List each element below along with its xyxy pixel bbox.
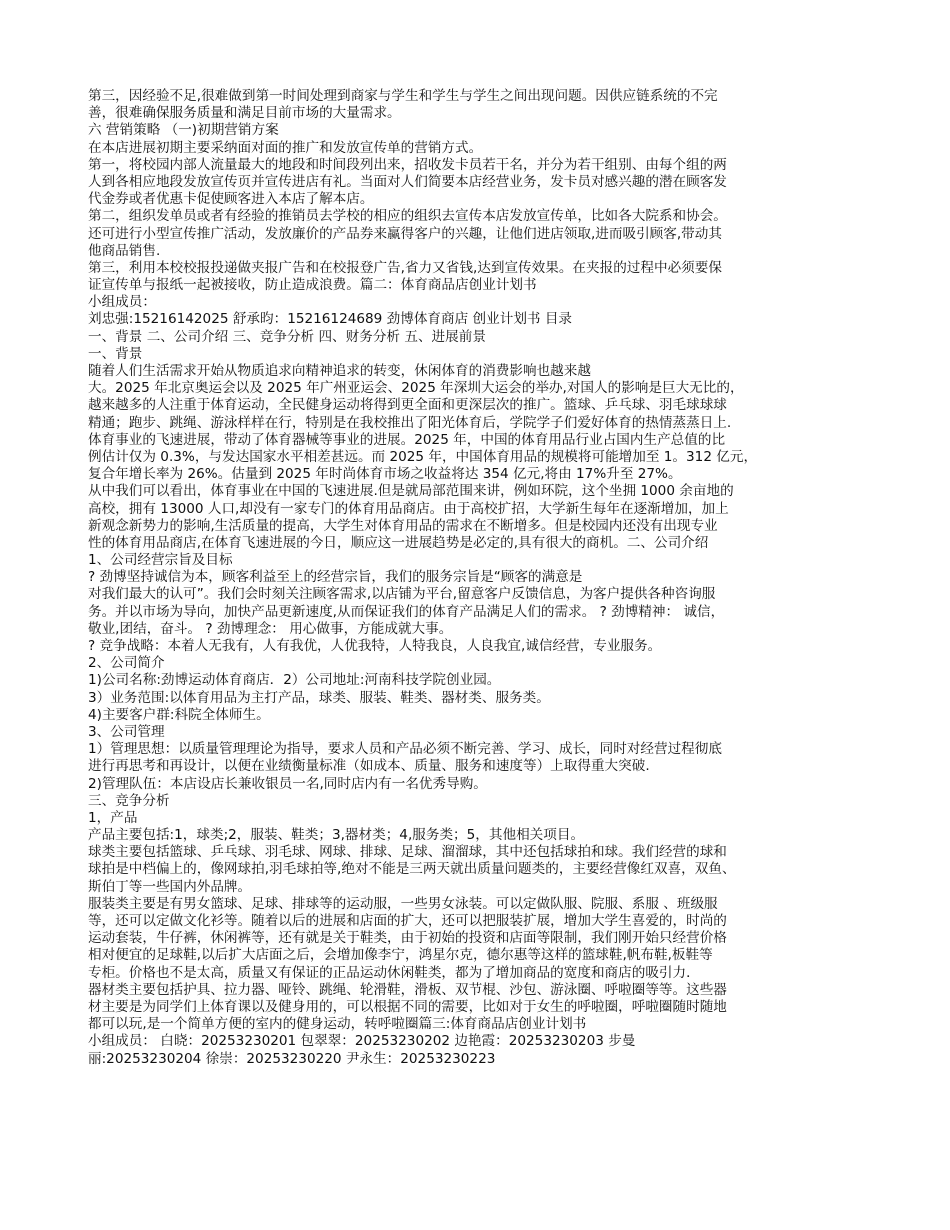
text-line: 3）业务范围:以体育用品为主打产品，球类、服装、鞋类、器材类、服务类。: [88, 689, 550, 706]
text-line: 1，产品: [88, 809, 138, 826]
text-line: 越来越多的人注重于体育运动，全民健身运动将得到更全面和更深层次的推广。篮球、乒乓球、羽毛球球球: [88, 397, 727, 414]
text-line: 还可进行小型宣传推广活动，发放廉价的产品券来赢得客户的兴趣，让他们进店领取,进而吸引顾客,带动其: [88, 225, 722, 242]
text-line: 专柜。价格也不是太高，质量又有保证的正品运动休闲鞋类，都为了增加商品的宽度和商店的吸引力．: [88, 964, 700, 981]
text-line: 在本店进展初期主要采纳面对面的推广和发放宣传单的营销方式。: [88, 139, 483, 156]
section-heading: 2、公司简介: [88, 655, 165, 672]
text-line: 人到各相应地段发放宣传页并宣传进店有礼。当面对人们简要本店经营业务，发卡员对感兴趣的潜在顾客发: [88, 173, 727, 190]
text-line: 代金券或者优惠卡促使顾客进入本店了解本店。: [88, 191, 374, 208]
text-line: 性的体育用品商店,在体育飞速进展的今日，顺应这一进展趋势是必定的,具有很大的商机。二、公司介绍: [88, 534, 709, 551]
text-line: 敬业,团结，奋斗。 ? 劲博理念： 用心做事，方能成就大事。: [88, 620, 453, 637]
text-line: 第三，因经验不足,很难做到第一时间处理到商家与学生和学生与学生之间出现问题。因供应链系统的不完: [88, 88, 718, 104]
text-line: 1)公司名称:劲博运动体育商店．2）公司地址:河南科技学院创业园。: [88, 672, 501, 689]
text-line: 1）管理思想：以质量管理理论为指导，要求人员和产品必须不断完善、学习、成长，同时对经营过程彻底: [88, 741, 722, 758]
text-line: 器材类主要包括护具、拉力器、哑铃、跳绳、轮滑鞋，滑板、双节棍、沙包、游泳圈、呼啦圈等等。这些器: [88, 981, 727, 998]
text-line: 运动套装，牛仔裤，休闲裤等，还有就是关于鞋类，由于初始的投资和店面等限制，我们刚开始只经营价格: [88, 930, 727, 947]
text-line: 丽:20253230204 徐崇：20253230220 尹永生：20253230223: [88, 1050, 496, 1067]
section-heading: 六 营销策略 （一)初期营销方案: [88, 122, 279, 139]
text-line: 善，很难确保服务质量和满足目前市场的大量需求。: [88, 105, 401, 122]
text-line: 大。2025 年北京奥运会以及 2025 年广州亚运会、2025 年深圳大运会的举办,对国人的影响是巨大无比的，: [88, 380, 744, 397]
text-line: 球拍是中档偏上的，像网球拍,羽毛球拍等,绝对不能是三两天就出质量问题类的，主要经营像红双喜，双鱼、: [88, 861, 736, 878]
section-heading: 一、背景: [88, 345, 143, 362]
section-heading: 三、竞争分析: [88, 792, 170, 809]
text-line: 复合年增长率为 26%。估量到 2025 年时尚体育市场之收益将达 354 亿元,将由 17%升至 27%。: [88, 466, 682, 483]
text-line: 从中我们可以看出，体育事业在中国的飞速进展.但是就局部范围来讲，例如环院，这个坐拥 1000 余亩地的: [88, 483, 734, 500]
text-line: 体育事业的飞速进展，带动了体育器械等事业的进展。2025 年，中国的体育用品行业占国内生产总值的比: [88, 431, 726, 448]
text-line: 小组成员：: [88, 294, 156, 311]
text-line: 进行再思考和再设计，以便在业绩衡量标准（如成本、质量、服务和速度等）上取得重大突破.: [88, 758, 650, 775]
text-line: 务。并以市场为导向，加快产品更新速度,从而保证我们的体育产品满足人们的需求。 ? 劲博精神： 诚信，: [88, 603, 725, 620]
text-line: 对我们最大的认可”。我们会时刻关注顾客需求,以店铺为平台,留意客户反馈信息，为客户提供各种咨询服: [88, 586, 716, 603]
text-line: ? 劲博坚持诚信为本，顾客利益至上的经营宗旨，我们的服务宗旨是“顾客的满意是: [88, 569, 583, 586]
section-heading: 1、公司经营宗旨及目标: [88, 552, 233, 569]
text-line: 第三，利用本校校报投递做夹报广告和在校报登广告,省力又省钱,达到宣传效果。在夹报的过程中必须要保: [88, 259, 722, 276]
text-line: 随着人们生活需求开始从物质追求向精神追求的转变，休闲体育的消费影响也越来越: [88, 363, 591, 379]
text-line: 材主要是为同学们上体育课以及健身用的，可以根据不同的需要，比如对于女生的呼啦圈，呼啦圈随时随地: [88, 998, 727, 1015]
table-of-contents: 一、背景 二、公司介绍 三、竞争分析 四、财务分析 五、进展前景: [88, 328, 486, 345]
text-line: 4)主要客户群:科院全体师生。: [88, 706, 270, 723]
text-line: 小组成员： 白晓：20253230201 包翠翠：20253230202 边艳霞：20253230203 步曼: [88, 1033, 636, 1050]
text-line: 他商品销售.: [88, 242, 161, 259]
text-line: 产品主要包括:1，球类;2，服装、鞋类；3,器材类；4,服务类；5，其他相关项目。: [88, 827, 585, 844]
text-line: 高校，拥有 13000 人口,却没有一家专门的体育用品商店。由于高校扩招，大学新生每年在逐渐增加，加上: [88, 500, 729, 517]
text-line: 2)管理队伍：本店设店长兼收银员一名,同时店内有一名优秀导购。: [88, 775, 487, 792]
text-line: 等，还可以定做文化衫等。随着以后的进展和店面的扩大，还可以把服装扩展，增加大学生喜爱的，时尚的: [88, 913, 727, 929]
text-line: 证宣传单与报纸一起被接收，防止造成浪费。篇二：体育商品店创业计划书: [88, 277, 537, 294]
text-line: 球类主要包括篮球、乒乓球、羽毛球、网球、排球、足球、溜溜球，其中还包括球拍和球。我们经营的球和: [88, 844, 727, 861]
text-line: [88, 1068, 864, 1085]
text-line: 第二，组织发单员或者有经验的推销员去学校的相应的组织去宣传本店发放宣传单，比如各大院系和协会。: [88, 208, 727, 225]
text-line: 服装类主要是有男女篮球、足球、排球等的运动服，一些男女泳装。可以定做队服、院服、系服 、班级服: [88, 895, 718, 912]
text-line: 第一，将校园内部人流量最大的地段和时间段列出来，招收发卡员若干名，并分为若干组别、由每个组的两: [88, 156, 727, 173]
text-line: 斯伯丁等一些国内外品牌。: [88, 878, 252, 895]
text-line: 精通；跑步、跳绳、游泳样样在行，特别是在我校推出了阳光体育后，学院学子们爱好体育的热情蒸蒸日上.: [88, 414, 732, 431]
text-line: ? 竞争战略：本着人无我有，人有我优，人优我特，人特我良，人良我宜,诚信经营，专业服务。: [88, 638, 662, 654]
text-line: 新观念新势力的影响,生活质量的提高，大学生对体育用品的需求在不断增多。但是校园内还没有出现专业: [88, 517, 718, 534]
text-line: 相对便宜的足球鞋,以后扩大店面之后，会增加像李宁，鸿星尔克，德尔惠等这样的篮球鞋,帆布鞋,板鞋等: [88, 947, 713, 964]
text-line: 都可以玩,是一个简单方便的室内的健身运动，转呼啦圈篇三:体育商品店创业计划书: [88, 1016, 587, 1033]
text-line: 刘忠强:15216142025 舒承昀：15216124689 劲博体育商店 创业计划书 目录: [88, 311, 573, 328]
text-line: 例估计仅为 0.3%，与发达国家水平相差甚远。而 2025 年，中国体育用品的规模将可能增加至 1。312 亿元，: [88, 448, 758, 465]
section-heading: 3、公司管理: [88, 723, 165, 740]
